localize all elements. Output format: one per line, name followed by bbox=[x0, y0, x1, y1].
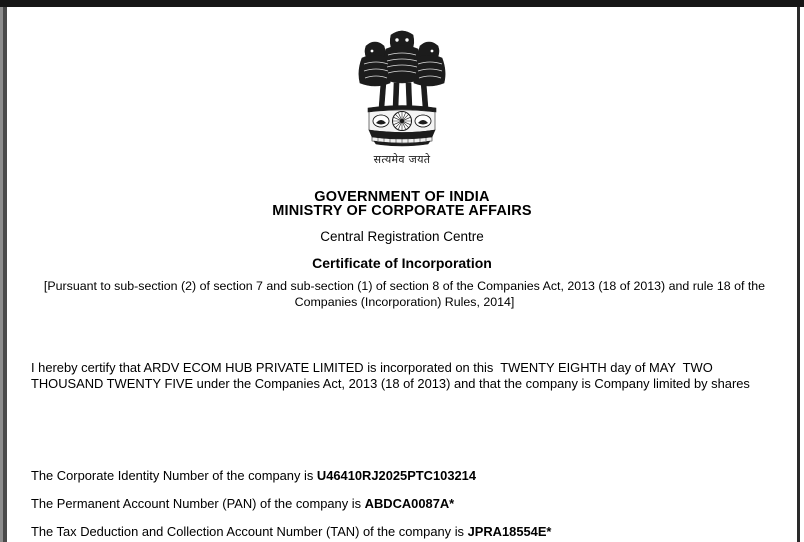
cin-row bbox=[31, 468, 476, 483]
certificate-title: Certificate of Incorporation bbox=[312, 255, 492, 271]
tan-value: JPRA18554E* bbox=[467, 524, 552, 539]
india-national-emblem-icon bbox=[350, 25, 454, 149]
certification-paragraph: I hereby certify that ARDV ECOM HUB PRIVATE LIMITED is incorporated on this TWENTY EIGHTH day of MAY TWO THOUSAND TWENTY FIVE under the Companies Act, 2013 (18 of 2013) and that the company is Company limited by shares bbox=[31, 360, 750, 391]
cin-value: U46410RJ2025PTC103214 bbox=[316, 468, 476, 483]
ministry-heading: MINISTRY OF CORPORATE AFFAIRS bbox=[272, 203, 532, 219]
statutory-reference: [Pursuant to sub-section (2) of section 7 and sub-section (1) of section 8 of the Companies Act, 2013 (18 of 2013) and rule 18 of the Companies (Incorporation) Rules, 2014] bbox=[43, 279, 766, 309]
scan-edge-top bbox=[0, 0, 804, 7]
scan-edge-right-margin bbox=[800, 0, 804, 542]
cin-label: The Corporate Identity Number of the company is bbox=[31, 468, 317, 483]
certificate-sheet bbox=[7, 7, 797, 542]
pan-label: The Permanent Account Number (PAN) of the company is bbox=[31, 496, 365, 511]
government-of-india-heading: GOVERNMENT OF INDIA bbox=[314, 189, 490, 205]
national-emblem-block bbox=[7, 25, 797, 167]
pan-value: ABDCA0087A* bbox=[364, 496, 455, 511]
emblem-motto-text: सत्यमेव जयते bbox=[373, 153, 431, 166]
tan-label: The Tax Deduction and Collection Account Number (TAN) of the company is bbox=[31, 524, 468, 539]
issuing-office: Central Registration Centre bbox=[320, 229, 484, 244]
tan-row bbox=[31, 524, 551, 539]
pan-row bbox=[31, 496, 454, 511]
